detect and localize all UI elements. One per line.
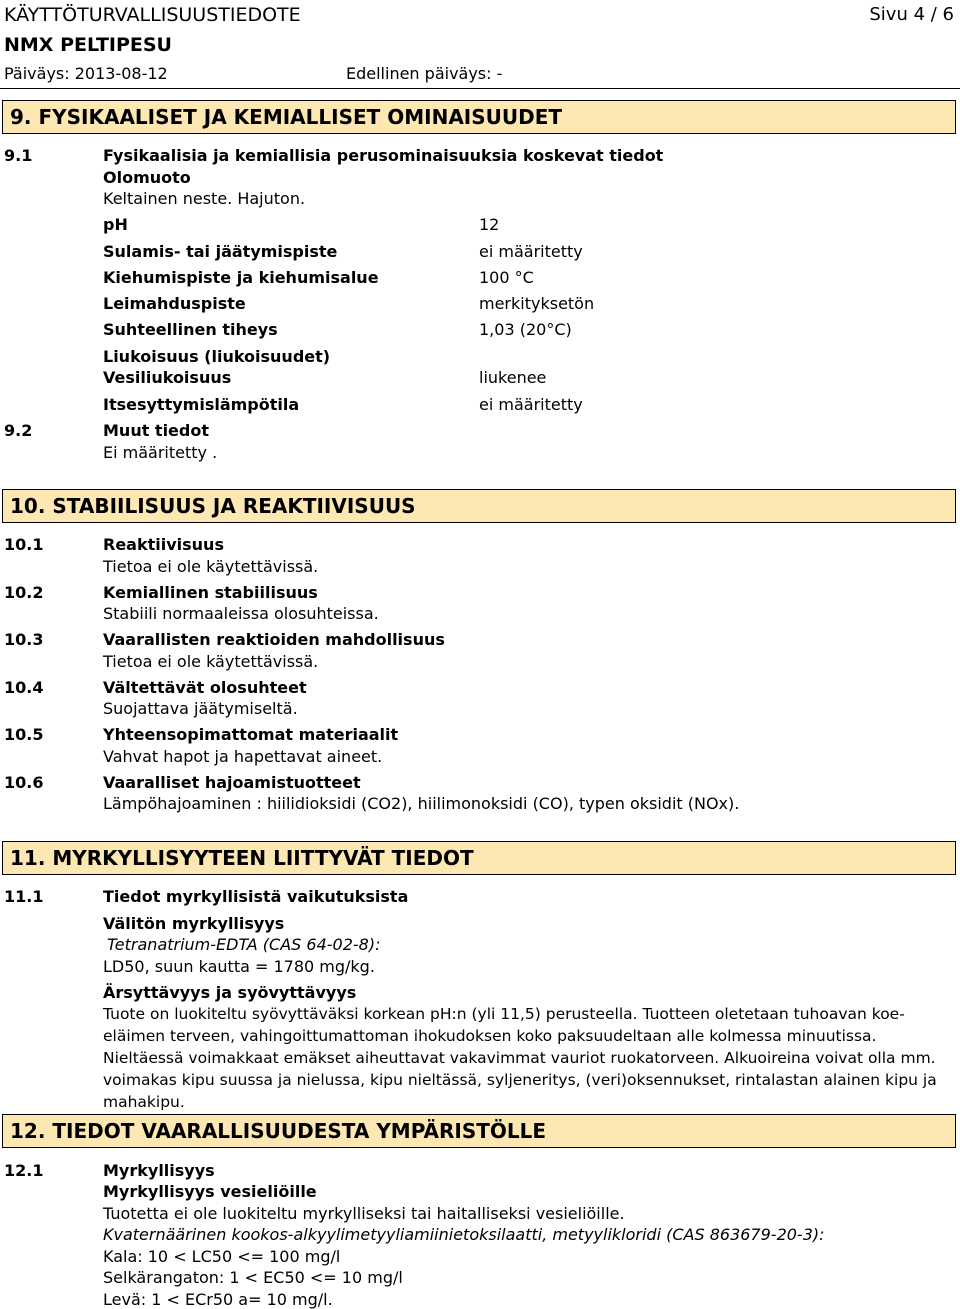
subsection-9-2-text: Ei määritetty . xyxy=(103,443,218,462)
property-value: liukenee xyxy=(479,368,547,387)
subsection-12-1-number: 12.1 xyxy=(4,1161,44,1180)
subsection-9-1-number: 9.1 xyxy=(4,146,33,165)
subsection-title: Kemiallinen stabiilisuus xyxy=(103,583,318,602)
aquatic-toxicity-text: Tuotetta ei ole luokiteltu myrkylliseksi tai haitalliseksi vesieliöille. xyxy=(103,1204,625,1223)
subsection-9-1-title: Fysikaalisia ja kemiallisia perusominaisuuksia koskevat tiedot xyxy=(103,146,664,165)
irritation-title: Ärsyttävyys ja syövyttävyys xyxy=(103,983,357,1002)
subsection-11-1-title: Tiedot myrkyllisistä vaikutuksista xyxy=(103,887,409,906)
subsection-9-2-number: 9.2 xyxy=(4,421,33,440)
subsection-text: Suojattava jäätymiseltä. xyxy=(103,699,298,718)
aquatic-toxicity-title: Myrkyllisyys vesieliöille xyxy=(103,1182,317,1201)
property-value: ei määritetty xyxy=(479,395,583,414)
acute-toxicity-substance: Tetranatrium-EDTA (CAS 64-02-8): xyxy=(107,935,381,954)
property-label: Sulamis- tai jäätymispiste xyxy=(103,242,338,261)
subsection-title: Reaktiivisuus xyxy=(103,535,224,554)
subsection-11-1-number: 11.1 xyxy=(4,887,44,906)
subsection-text: Tietoa ei ole käytettävissä. xyxy=(103,557,319,576)
product-name: NMX PELTIPESU xyxy=(4,34,172,56)
acute-toxicity-title: Välitön myrkyllisyys xyxy=(103,914,285,933)
subsection-text: Vahvat hapot ja hapettavat aineet. xyxy=(103,747,383,766)
aquatic-value: Kala: 10 < LC50 <= 100 mg/l xyxy=(103,1247,341,1266)
property-value: merkityksetön xyxy=(479,294,595,313)
property-label: Kiehumispiste ja kiehumisalue xyxy=(103,268,379,287)
property-label: Itsesyttymislämpötila xyxy=(103,395,300,414)
subsection-number: 10.2 xyxy=(4,583,44,602)
property-label: Leimahduspiste xyxy=(103,294,246,313)
property-label: Liukoisuus (liukoisuudet) xyxy=(103,347,331,366)
property-value: ei määritetty xyxy=(479,242,583,261)
aquatic-value: Selkärangaton: 1 < EC50 <= 10 mg/l xyxy=(103,1268,403,1287)
subsection-title: Yhteensopimattomat materiaalit xyxy=(103,725,399,744)
section-10-heading: 10. STABIILISUUS JA REAKTIIVISUUS xyxy=(2,489,956,523)
subsection-text: Tietoa ei ole käytettävissä. xyxy=(103,652,319,671)
document-title: KÄYTTÖTURVALLISUUSTIEDOTE xyxy=(4,4,301,26)
subsection-text: Stabiili normaaleissa olosuhteissa. xyxy=(103,604,379,623)
aquatic-value: Levä: 1 < ECr50 a= 10 mg/l. xyxy=(103,1290,333,1309)
document-date: Päiväys: 2013-08-12 xyxy=(4,64,168,83)
subsection-number: 10.5 xyxy=(4,725,44,744)
subsection-12-1-title: Myrkyllisyys xyxy=(103,1161,215,1180)
irritation-text: Tuote on luokiteltu syövyttäväksi korkean pH:n (yli 11,5) perusteella. Tuotteen oletetaan tuhoavan koe-eläimen terveen, vahingoittumattoman ihokudoksen koko paksuudeltaan alle kolmessa minuutissa. Nieltäessä voimakkaat emäkset aiheuttavat vakavimmat vauriot ruokatorveen. Alkuoireina voivat olla mm. voimakas kipu suussa ja nielussa, kipu nieltässä, syljeneritys, (veri)oksennukset, rintalastan alainen kipu ja mahakipu. xyxy=(103,1005,937,1111)
section-12-heading: 12. TIEDOT VAARALLISUUDESTA YMPÄRISTÖLLE xyxy=(2,1114,956,1148)
property-label: Vesiliukoisuus xyxy=(103,368,232,387)
appearance-value: Keltainen neste. Hajuton. xyxy=(103,189,306,208)
property-value: 100 °C xyxy=(479,268,534,287)
property-value: 12 xyxy=(479,215,500,234)
header-divider xyxy=(0,88,960,89)
subsection-number: 10.4 xyxy=(4,678,44,697)
subsection-title: Vältettävät olosuhteet xyxy=(103,678,307,697)
subsection-number: 10.3 xyxy=(4,630,44,649)
section-9-heading: 9. FYSIKAALISET JA KEMIALLISET OMINAISUUDET xyxy=(2,100,956,134)
section-11-heading: 11. MYRKYLLISYYTEEN LIITTYVÄT TIEDOT xyxy=(2,841,956,875)
subsection-title: Vaaralliset hajoamistuotteet xyxy=(103,773,361,792)
previous-date: Edellinen päiväys: - xyxy=(346,64,503,83)
page-number: Sivu 4 / 6 xyxy=(869,4,954,25)
acute-toxicity-value: LD50, suun kautta = 1780 mg/kg. xyxy=(103,957,375,976)
appearance-label: Olomuoto xyxy=(103,168,191,187)
subsection-9-2-title: Muut tiedot xyxy=(103,421,209,440)
property-label: pH xyxy=(103,215,128,234)
subsection-title: Vaarallisten reaktioiden mahdollisuus xyxy=(103,630,445,649)
subsection-number: 10.6 xyxy=(4,773,44,792)
property-label: Suhteellinen tiheys xyxy=(103,320,278,339)
subsection-text: Lämpöhajoaminen : hiilidioksidi (CO2), hiilimonoksidi (CO), typen oksidit (NOx). xyxy=(103,794,740,813)
subsection-number: 10.1 xyxy=(4,535,44,554)
aquatic-substance: Kvaternäärinen kookos-alkyylimetyyliamiinietoksilaatti, metyylikloridi (CAS 863679-20-3): xyxy=(103,1225,825,1244)
property-value: 1,03 (20°C) xyxy=(479,320,572,339)
